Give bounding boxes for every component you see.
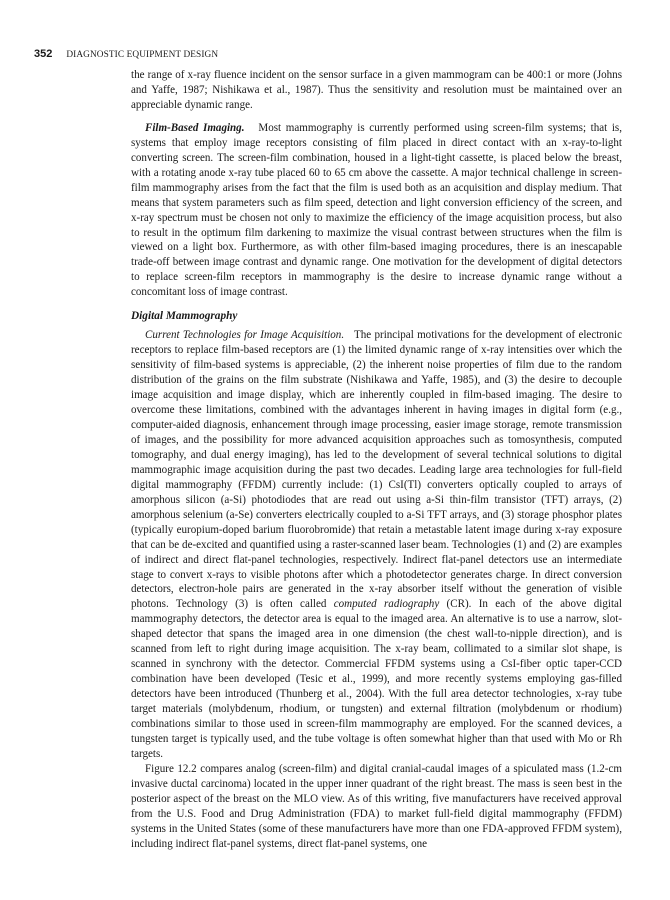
current-technologies-heading: Current Technologies for Image Acquisition. (145, 329, 345, 342)
running-head-title: DIAGNOSTIC EQUIPMENT DESIGN (66, 50, 219, 60)
film-based-imaging-heading: Film-Based Imaging. (145, 121, 245, 134)
paragraph-dynamic-range: the range of x-ray fluence incident on the sensor surface in a given mammogram can be 400:1 or more (Johns and Yaffe, 1987; Nishikawa et al., 1987). Thus the sensitivity and resolution must be maintained over an appreciable dynamic range. (131, 69, 622, 111)
page-body (131, 68, 622, 852)
section-heading-digital-mammography: Digital Mammography (131, 310, 238, 323)
current-technologies-text-b: (CR). In each of the above digital mammography detectors, the detector area is equal to the imaged area. An alternative is to use a narrow, slot-shaped detector that spans the imaged area in one dimension (the chest wall-to-nipple direction), and is scanned from left to right during image acquisition. The x-ray beam, collimated to a similar slot shape, is scanned in synchrony with the detector. Commercial FFDM systems using a CsI-fiber optic taper-CCD combination have been developed (Tesic et al., 1999), and more recently systems employing gas-filled detectors have been introduced (Thunberg et al., 2004). With the full area detector technologies, x-ray tube target materials (molybdenum, rhodium, or tungsten) and external filtration (molybdenum or rhodium) combinations similar to those used in screen-film mammography are employed. For the scanned devices, a tungsten target is typically used, and the tube voltage is often somewhat higher than that used with Mo or Rh targets. (131, 598, 622, 760)
current-technologies-text-a: The principal motivations for the development of electronic receptors to replace film-based receptors are (1) the limited dynamic range of x-ray intensities over which the sensitivity of film-based systems is appreciable, (2) the inherent noise properties of film due to the random distribution of the grains on the film substrate (Nishikawa and Yaffe, 1985), and (3) the desire to decouple image acquisition and image display, which are inherently coupled in film-based imaging. The desire to overcome these limitations, combined with the advantages inherent in having images in digital form (e.g., computer-aided diagnosis, enhancement through image processing, easier image storage, remote transmission of images, and the possibility for more advanced acquisition approaches such as tomosynthesis, computed tomography, and dual energy imaging), has led to the development of several technical solutions to digital mammographic image acquisition during the past two decades. Leading large area technologies for full-field digital mammography (FFDM) currently include: (1) CsI(Tl) converters optically coupled to arrays of amorphous silicon (a-Si) photodiodes that are read out using a-Si thin-film transistor (TFT) arrays, (2) amorphous selenium (a-Se) converters electrically coupled to a-Si TFT arrays, and (3) storage phosphor plates (typically europium-doped barium fluorobromide) that retain a metastable latent image during x-ray exposure that can be de-excited and quantified using a raster-scanned laser beam. Technologies (1) and (2) are examples of indirect and direct flat-panel technologies, respectively. Indirect flat-panel detectors use an intermediate stage to convert x-rays to visible photons after which a photodetector generates charge. In direct conversion detectors, electron-hole pairs are generated in the x-ray absorber itself without the generation of visible photons. Technology (3) is often called (131, 329, 622, 611)
page-number: 352 (34, 48, 53, 60)
running-head (34, 47, 634, 62)
film-based-imaging-text: Most mammography is currently performed using screen-film systems; that is, systems that employ image receptors consisting of film placed in direct contact with an x-ray-to-light converting screen. The screen-film combination, housed in a light-tight cassette, is placed below the breast, with a rotating anode x-ray tube placed 60 to 65 cm above the cassette. A major technical challenge in screen-film mammography arises from the fact that the film is used both as an acquisition and display medium. That means that system parameters such as film speed, detection and light conversion efficiency of the screen, and x-ray spectrum must be chosen not only to maximize the efficiency of the image acquisition process, but also to result in the optimum film darkening to maximize the visual contrast between structures when the film is viewed on a light box. Furthermore, as with other film-based imaging procedures, there is an inescapable trade-off between image contrast and dynamic range. One motivation for the development of digital detectors to replace screen-film receptors in mammography is the desire to increase dynamic range without a concomitant loss of image contrast. (131, 121, 622, 299)
paragraph-figure-comparison: Figure 12.2 compares analog (screen-film) and digital cranial-caudal images of a spiculated mass (1.2-cm invasive ductal carcinoma) located in the upper inner quadrant of the right breast. The mass is seen best in the posterior aspect of the breast on the MLO view. As of this writing, five manufacturers have received approval from the U.S. Food and Drug Administration (FDA) to market full-field digital mammography (FFDM) systems in the United States (some of these manufacturers have more than one FDA-approved FFDM system), including indirect flat-panel systems, direct flat-panel systems, one (131, 762, 622, 850)
paragraph-film-based-imaging (131, 121, 622, 300)
paragraph-current-technologies (131, 328, 622, 762)
computed-radiography-term: computed radiography (333, 598, 440, 611)
